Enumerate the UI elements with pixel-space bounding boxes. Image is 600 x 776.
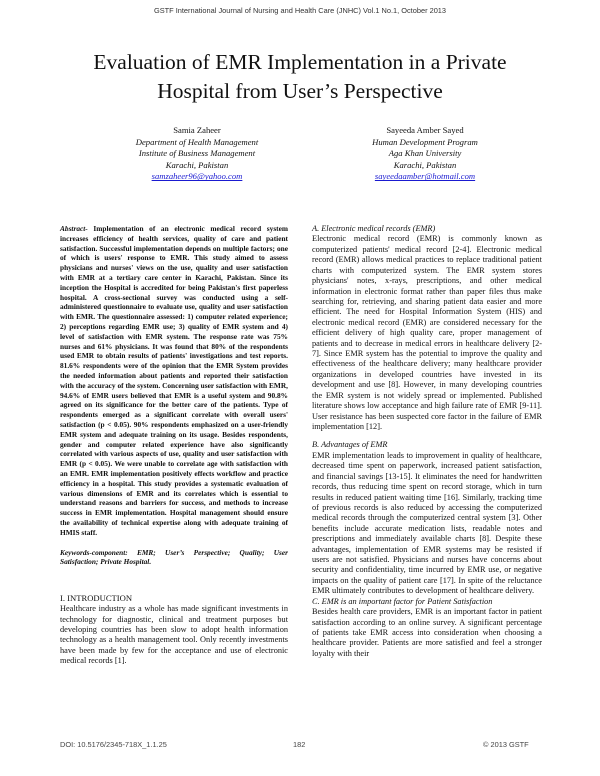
page-number: 182 <box>293 740 306 749</box>
keywords: Keywords-component: EMR; User’s Perspective; Quality; User Satisfaction; Private Hospital. <box>60 547 288 567</box>
title-line-2: Hospital from User’s Perspective <box>157 79 443 103</box>
author-name: Samia Zaheer <box>173 125 221 135</box>
author-location: Karachi, Pakistan <box>165 159 229 170</box>
author-block-1 <box>82 125 312 183</box>
author-institution: Aga Khan University <box>388 148 462 159</box>
abstract-text: Implementation of an electronic medical record system increases efficiency of health services, quality of care and patient satisfaction. Successful implementation depends on multiple factors; one of which is users' response to EMR. This study aimed to assess physicians and nurses' views on the use, quality and user satisfaction with EMR at a tertiary care center in Karachi, Pakistan. Since its inception the Hospital is accredited for being Pakistan's first paperless hospital. A cross-sectional survey was conducted using a self-administered questionnaire to evaluate use, quality and user satisfaction with EMR. The questionnaire assessed: 1) computer related experience; 2) perceptions regarding EMR use; 3) quality of EMR system and 4) level of satisfaction with EMR system. The response rate was 75% nurses and 61% physicians. It was found that 80% of the respondents used EMR to obtain results of patients' investigations and test reports. 81.6% respondents were of the opinion that the EMR System provides the needed information about patients and reported their satisfaction with the accuracy of the system. Concerning user satisfaction with EMR, 94.6% of EMR users believed that EMR is a useful system and 90.8% agreed on its significance for the better care of the patients. Type of respondents emerged as a significant correlate with overall users' satisfaction (p < 0.05). 90% respondents emphasized on a user-friendly EMR system and adequate training on its usage. Besides respondents, gender and computer related experience have also significantly correlated with various aspects of use, quality and user satisfaction with EMR (p < 0.05). We were unable to correlate age with satisfaction with an EMR. EMR implementation positively effects workflow and practice efficiency in a hospital. This study provides a systematic evaluation of various dimensions of EMR and its correlates which is essential to understand reasons and barriers for success, and methods to increase success in EMR implementation. Hospital management should ensure the availability of technical expertise along with adequate training of HMIS staff. <box>60 224 288 537</box>
left-column <box>60 224 288 667</box>
author-location: Karachi, Pakistan <box>393 159 457 170</box>
author-email-link[interactable]: samzaheer96@yahoo.com <box>151 171 243 182</box>
abstract-lead: Abstract- <box>60 224 88 233</box>
subsection-heading-satisfaction: C. EMR is an important factor for Patient Satisfaction <box>312 596 493 606</box>
author-block-2 <box>310 125 540 183</box>
section-heading-introduction: I. INTRODUCTION <box>60 593 133 604</box>
abstract <box>60 224 288 538</box>
journal-header: GSTF International Journal of Nursing and Health Care (JNHC) Vol.1 No.1, October 2013 <box>153 6 447 15</box>
subsection-text-satisfaction: Besides health care providers, EMR is an important factor in patient satisfaction according to an online survey. A significant percentage of patients take EMR access into consideration when choosing a healthcare provider. Patients are more satisfied and feel a stronger loyalty with their <box>312 607 542 658</box>
paper-title <box>60 48 540 106</box>
author-email-link[interactable]: sayeedaamber@hotmail.com <box>374 171 476 182</box>
subsection-heading-advantages: B. Advantages of EMR <box>312 440 388 450</box>
title-line-1: Evaluation of EMR Implementation in a Private <box>93 50 507 74</box>
footer-doi: DOI: 10.5176/2345-718X_1.1.25 <box>60 740 167 749</box>
subsection-text-advantages: EMR implementation leads to improvement in quality of healthcare, decreased time spent on paperwork, increased patient satisfaction, and financial savings [13-15]. It eliminates the need for handwritten records, thus reducing time spent on record storage, which in turn results in reduced patient waiting time [16]. Similarly, tracking time of previous records is also reduced by accessing the computerized medical records through the computerized central system [3]. Other benefits include accurate medication lists, readable notes and prescriptions and immediately available charts [8]. Despite these advantages, implementation of EMR systems may be resisted if users are not satisfied. Physicians and nurses have concerns about security and confidentiality, time incurred by EMR use, or negative impacts on the quality of patient care [17]. In spite of the reluctance EMR ultimately contributes to development of healthcare delivery. <box>312 450 542 596</box>
author-institution: Institute of Business Management <box>138 148 256 159</box>
right-column <box>312 224 542 659</box>
footer-copyright: © 2013 GSTF <box>483 740 529 749</box>
author-department: Human Development Program <box>372 136 478 147</box>
author-name: Sayeeda Amber Sayed <box>386 125 464 135</box>
author-department: Department of Health Management <box>135 136 259 147</box>
subsection-heading-emr: A. Electronic medical records (EMR) <box>312 224 436 233</box>
introduction-text: Healthcare industry as a whole has made significant investments in technology for diagnostic, clinical and treatment purposes but developing countries has been slow to adopt health information technology as a health management tool. Only recently investments have been made by few for the acceptance and use of electronic medical records [1]. <box>60 604 288 666</box>
subsection-text-emr: Electronic medical record (EMR) is commonly known as computerized patients' medical record [2-4]. Electronic medical record (EMR) allows medical practices to replace traditional patient charts with computerized system. The EMR system stores physicians' notes, x-rays, prescriptions, and other medical information in electronic format rather than paper files thus make searching for, retrieving, and sharing patient data easier and more efficient. The need for Hospital Information System (HIS) and electronic medical record (EMR) are considered necessary for the efficient delivery of high quality care, proper management of patients and to decrease in medical errors in healthcare delivery [2-7]. Since EMR system has the potential to improve the quality and effectiveness of the healthcare delivery; many healthcare provider organizations in developed countries have invested in its development and use [8]. However, in many developing countries the EMR system is not widely spread or implemented. Published literature shows low acceptance and high failure rate of EMR [9-11]. User resistance has been suspected core factor in the failure of EMR implementation [12]. <box>312 234 542 431</box>
